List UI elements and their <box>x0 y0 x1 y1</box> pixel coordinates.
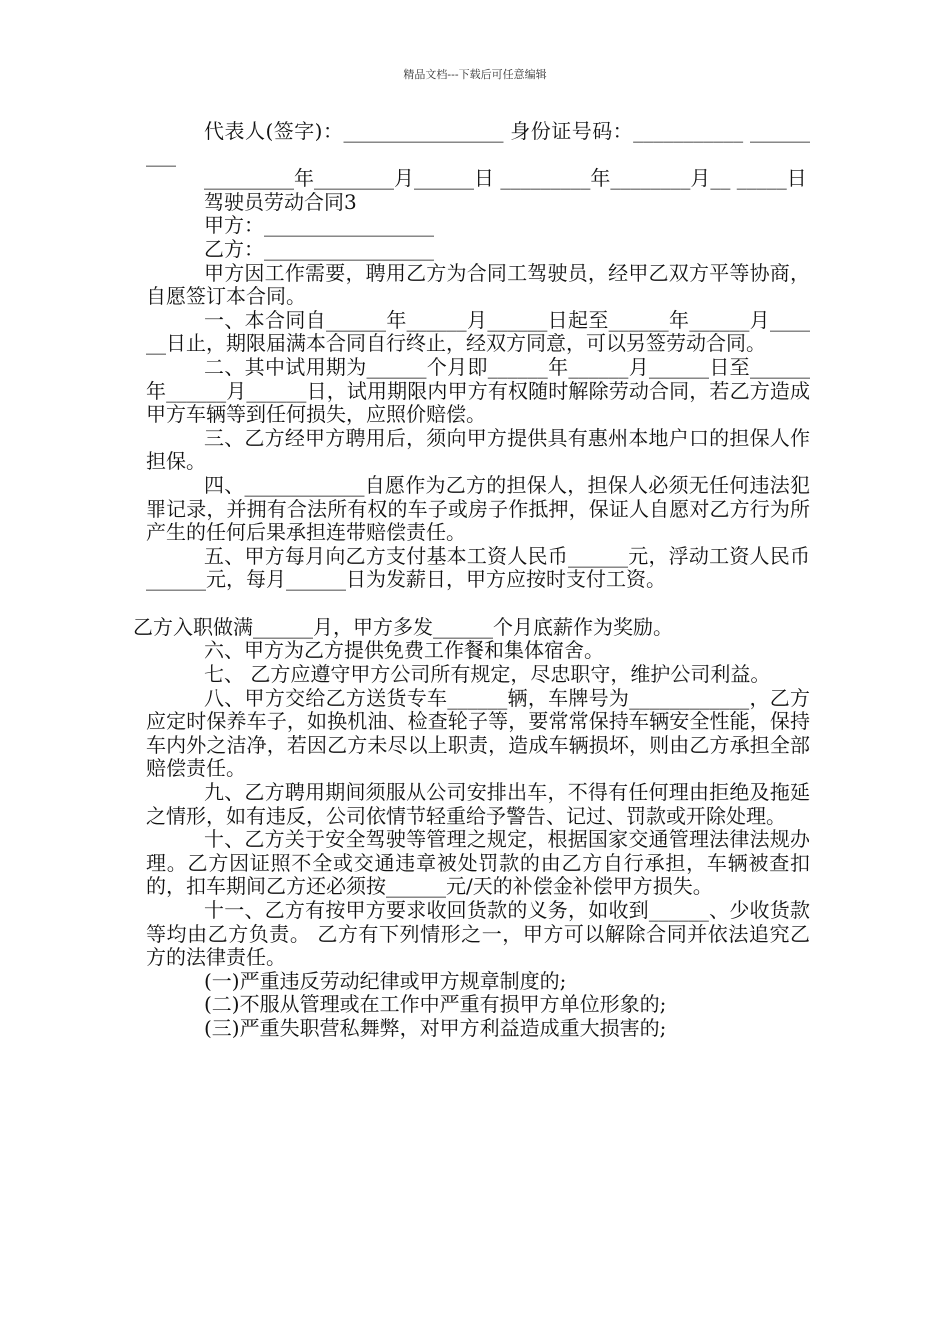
party-b-line: 乙方：_________________ <box>204 236 434 261</box>
clause-9: 九、乙方聘用期间须服从公司安排出车，不得有任何理由拒绝及拖延之情形，如有违反，公司依情节轻重给予警告、记过、罚款或开除处理。 <box>146 780 810 828</box>
preamble-paragraph: 甲方因工作需要，聘用乙方为合同工驾驶员，经甲乙双方平等协商，自愿签订本合同。 <box>146 260 810 309</box>
clause-6: 六、甲方为乙方提供免费工作餐和集体宿舍。 <box>204 638 604 663</box>
clause-3: 三、乙方经甲方聘用后，须向甲方提供具有惠州本地户口的担保人作担保。 <box>146 425 810 474</box>
contract-title: 驾驶员劳动合同3 <box>204 189 357 214</box>
paragraph-gap <box>146 592 810 616</box>
clause-4: 四、____________自愿作为乙方的担保人，担保人必须无任何违法犯罪记录，并拥有合法所有权的车子或房子作抵押，保证人自愿对乙方行为所产生的任何后果承担连带赔偿责任。 <box>146 472 810 545</box>
date-line: _________年________月______日 _________年________月__ _____日 <box>204 166 807 191</box>
termination-item-2: (二)不服从管理或在工作中严重有损甲方单位形象的; <box>204 992 667 1017</box>
clause-5: 五、甲方每月向乙方支付基本工资人民币______元，浮动工资人民币______元，每月______日为发薪日，甲方应按时支付工资。 <box>146 543 810 592</box>
clause-11: 十一、乙方有按甲方要求收回货款的义务，如收到______、少收货款等均由乙方负责。 乙方有下列情形之一，甲方可以解除合同并依法追究乙方的法律责任。 <box>146 898 810 970</box>
clause-1: 一、本合同自______年______月______日起至______年______月______日止，期限届满本合同自行终止，经双方同意，可以另签劳动合同。 <box>146 307 810 356</box>
clause-8: 八、甲方交给乙方送货专车______辆，车牌号为____________，乙方应定时保养车子，如换机油、检查轮子等，要常常保持车辆安全性能，保持车内外之洁净，若因乙方未尽以上职责，造成车辆损坏，则由乙方承担全部赔偿责任。 <box>146 685 810 781</box>
clause-7: 七、 乙方应遵守甲方公司所有规定，尽忠职守，维护公司利益。 <box>204 662 771 687</box>
page-header: 精品文档---下载后可任意编辑 <box>403 68 547 81</box>
clause-10: 十、乙方关于安全驾驶等管理之规定，根据国家交通管理法律法规办理。乙方因证照不全或交通违章被处罚款的由乙方自行承担，车辆被查扣的，扣车期间乙方还必须按______元/天的补偿金补偿甲方损失。 <box>146 827 810 899</box>
bonus-paragraph: 乙方入职做满______月，甲方多发______个月底薪作为奖励。 <box>133 614 673 639</box>
party-a-line: 甲方：_________________ <box>204 213 434 238</box>
clause-2: 二、其中试用期为______个月即______年______月______日至______年______月______日，试用期限内甲方有权随时解除劳动合同，若乙方造成甲方车辆等到任何损失，应照价赔偿。 <box>146 354 810 427</box>
signature-line: 代表人(签字)：________________ 身份证号码：___________ _________ <box>146 119 810 167</box>
document-body <box>133 119 810 1041</box>
termination-item-1: (一)严重违反劳动纪律或甲方规章制度的; <box>204 968 567 993</box>
termination-item-3: (三)严重失职营私舞弊，对甲方利益造成重大损害的; <box>204 1015 667 1040</box>
